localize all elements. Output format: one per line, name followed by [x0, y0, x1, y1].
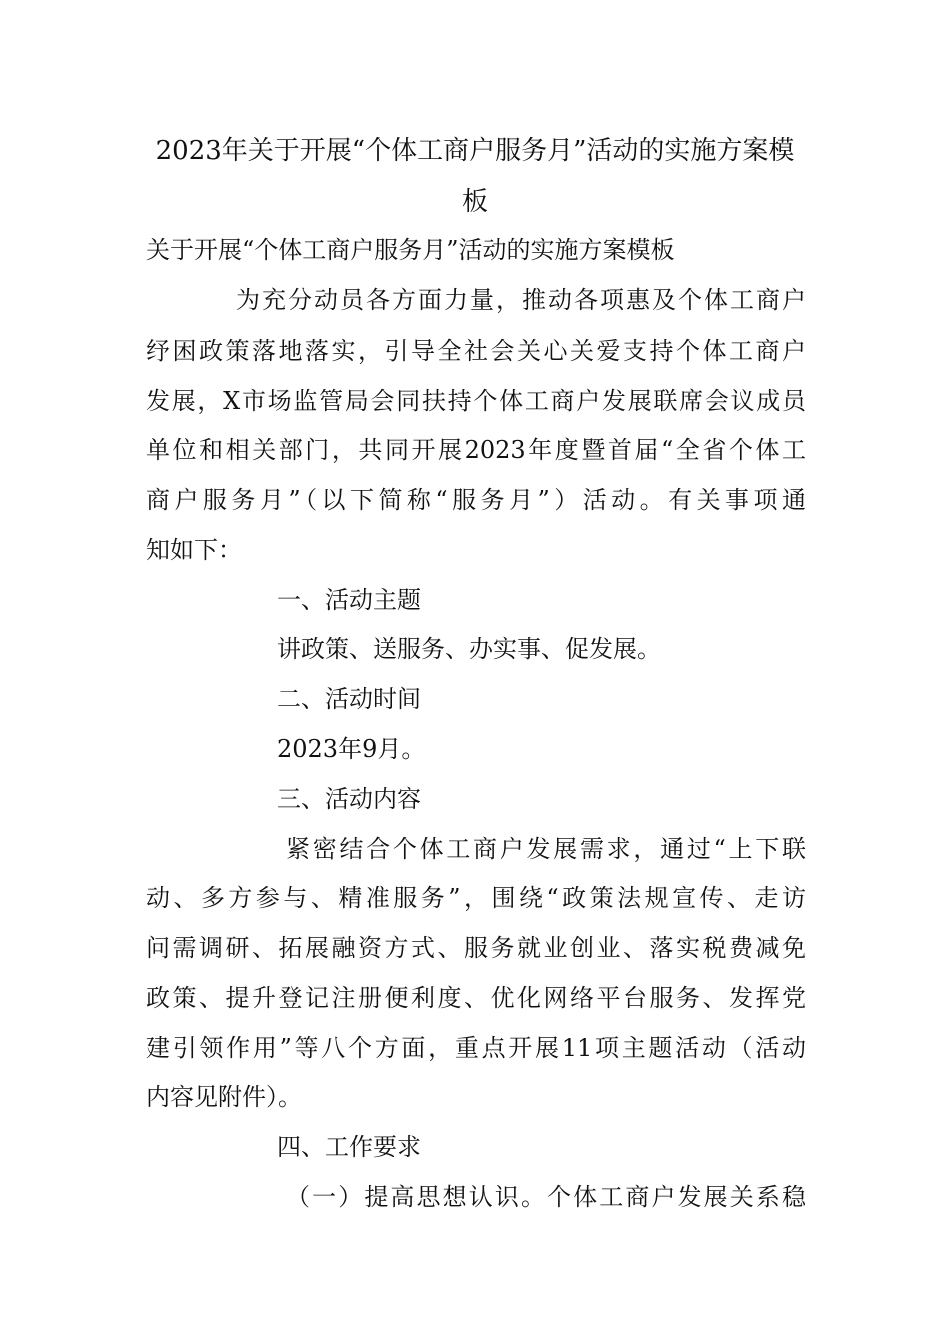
- document-title-line-1: 2023年关于开展“个体工商户服务月”活动的实施方案模: [155, 136, 795, 166]
- intro-paragraph-line-6: 知如下：: [146, 536, 242, 564]
- section-heading-time: 二、活动时间: [277, 685, 421, 713]
- intro-paragraph-line-2: 纾困政策落地落实，引导全社会关心关爱支持个体工商户: [146, 337, 806, 365]
- intro-paragraph-line-1: 为充分动员各方面力量，推动各项惠及个体工商户: [236, 286, 806, 314]
- section-content-line-1: 紧密结合个体工商户发展需求，通过“上下联: [286, 835, 806, 863]
- section-content-line-5: 建引领作用”等八个方面，重点开展11项主题活动（活动: [146, 1034, 806, 1062]
- section-content-line-4: 政策、提升登记注册便利度、优化网络平台服务、发挥党: [146, 984, 806, 1012]
- intro-paragraph-line-3: 发展，X市场监管局会同扶持个体工商户发展联席会议成员: [146, 387, 806, 415]
- section-requirements-line-1: （一）提高思想认识。个体工商户发展关系稳: [286, 1183, 806, 1211]
- section-body-time: 2023年9月。: [277, 735, 426, 763]
- intro-paragraph-line-4: 单位和相关部门，共同开展2023年度暨首届“全省个体工: [146, 436, 806, 464]
- section-content-line-6: 内容见附件）。: [146, 1083, 302, 1111]
- section-heading-content: 三、活动内容: [277, 785, 421, 813]
- section-heading-requirements: 四、工作要求: [277, 1133, 421, 1161]
- section-body-theme: 讲政策、送服务、办实事、促发展。: [277, 635, 661, 663]
- intro-paragraph-line-5: 商户服务月”（以下简称“服务月”）活动。有关事项通: [146, 486, 806, 514]
- section-content-line-2: 动、多方参与、精准服务”，围绕“政策法规宣传、走访: [146, 884, 806, 912]
- document-subtitle: 关于开展“个体工商户服务月”活动的实施方案模板: [146, 236, 675, 264]
- section-content-line-3: 问需调研、拓展融资方式、服务就业创业、落实税费减免: [146, 934, 806, 962]
- section-heading-theme: 一、活动主题: [277, 586, 421, 614]
- document-title-line-2: 板: [461, 187, 488, 217]
